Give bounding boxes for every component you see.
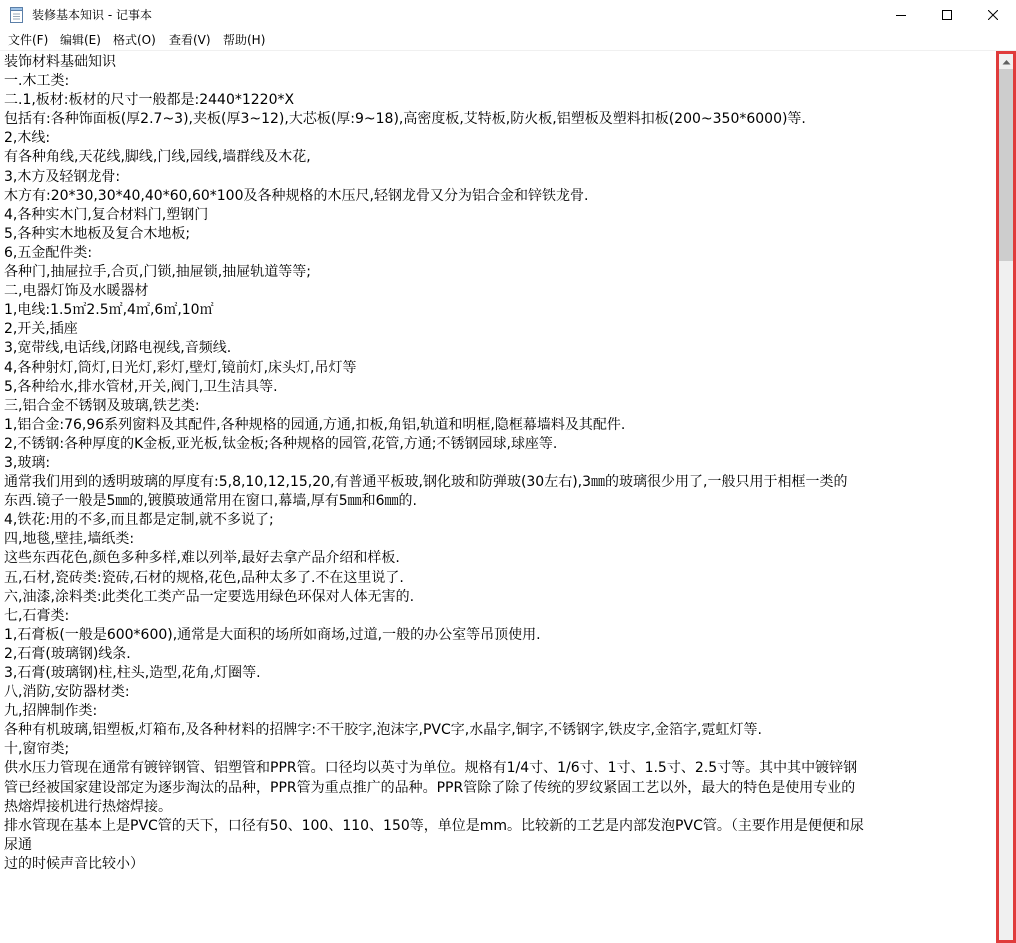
- scroll-up-button[interactable]: [999, 54, 1013, 69]
- scroll-thumb[interactable]: [999, 69, 1013, 261]
- close-button[interactable]: [970, 0, 1016, 30]
- menu-file[interactable]: 文件(F): [8, 33, 49, 47]
- menu-bar: [0, 30, 1016, 51]
- minimize-button[interactable]: [878, 0, 924, 30]
- text-editor[interactable]: [0, 51, 996, 943]
- window-title: 装修基本知识 - 记事本: [32, 8, 152, 22]
- maximize-icon: [942, 10, 952, 20]
- vertical-scrollbar[interactable]: [996, 51, 1016, 943]
- title-bar[interactable]: [0, 0, 1016, 30]
- document-text[interactable]: 装饰材料基础知识 一.木工类: 二.1,板材:板材的尺寸一般都是:2440*1220*X 包括有:各种饰面板(厚2.7~3),夹板(厚3~12),大芯板(厚:9~18),高密度板,艾特板,防火板,铝塑板及塑料扣板(200~350*6000)等. 2,木线: 有各种角线,天花线,脚线,门线,园线,墙群线及木花, 3,木方及轻钢龙骨: 木方有:20*30,30*40,40*60,60*100及各种规格的木压尺,轻钢龙骨又分为铝合金和锌铁龙骨. 4,各种实木门,复合材料门,塑钢门 5,各种实木地板及复合木地板; 6,五金配件类: 各种门,抽屉拉手,合页,门锁,抽屉锁,抽屉轨道等等; 二,电器灯饰及水暖器材 1,电线:1.5㎡2.5㎡,4㎡,6㎡,10㎡ 2,开关,插座 3,宽带线,电话线,闭路电视线,音频线. 4,各种射灯,筒灯,日光灯,彩灯,壁灯,镜前灯,床头灯,吊灯等 5,各种给水,排水管材,开关,阀门,卫生洁具等. 三,铝合金不锈钢及玻璃,铁艺类: 1,铝合金:76,96系列窗料及其配件,各种规格的园通,方通,扣板,角铝,轨道和明框,隐框幕墙料及其配件. 2,不锈钢:各种厚度的K金板,亚光板,钛金板;各种规格的园管,花管,方通;不锈钢园球,球座等. 3,玻璃: 通常我们用到的透明玻璃的厚度有:5,8,10,12,15,20,有普通平板玻,钢化玻和防弹玻(30左右),3㎜的玻璃很少用了,一般只用于相框一类的 东西.镜子一般是5㎜的,镀膜玻通常用在窗口,幕墙,厚有5㎜和6㎜的. 4,铁花:用的不多,而且都是定制,就不多说了; 四,地毯,壁挂,墙纸类: 这些东西花色,颜色多种多样,难以列举,最好去拿产品介绍和样板. 五,石材,瓷砖类:瓷砖,石材的规格,花色,品种太多了.不在这里说了. 六,油漆,涂料类:此类化工类产品一定要选用绿色环保对人体无害的. 七,石膏类: 1,石膏板(一般是600*600),通常是大面积的场所如商场,过道,一般的办公室等吊顶使用. 2,石膏(玻璃钢)线条. 3,石膏(玻璃钢)柱,柱头,造型,花角,灯圈等. 八,消防,安防器材类: 九,招牌制作类: 各种有机玻璃,铝塑板,灯箱布,及各种材料的招牌字:不干胶字,泡沫字,PVC字,水晶字,铜字,不锈钢字,铁皮字,金箔字,霓虹灯等. 十,窗帘类; 供水压力管现在通常有镀锌钢管、铝塑管和PPR管。口径均以英寸为单位。规格有1/4寸、1/6寸、1寸、1.5寸、2.5寸等。其中其中镀锌钢 管已经被国家建设部定为逐步淘汰的品种，PPR管为重点推广的品种。PPR管除了除了传统的罗纹紧固工艺以外，最大的特色是使用专业的 热熔焊接机进行热熔焊接。 排水管现在基本上是PVC管的天下，口径有50、100、110、150等，单位是mm。比较新的工艺是内部发泡PVC管。（主要作用是便便和尿 尿通 过的时候声音比较小）: [4, 54, 864, 872]
- notepad-icon: [10, 7, 23, 23]
- menu-edit[interactable]: 编辑(E): [60, 33, 101, 47]
- maximize-button[interactable]: [924, 0, 970, 30]
- minimize-icon: [896, 10, 906, 20]
- close-icon: [988, 10, 998, 20]
- menu-help[interactable]: 帮助(H): [223, 33, 266, 47]
- menu-format[interactable]: 格式(O): [113, 33, 156, 47]
- menu-view[interactable]: 查看(V): [169, 33, 211, 47]
- scroll-up-arrow-icon: [1002, 59, 1011, 65]
